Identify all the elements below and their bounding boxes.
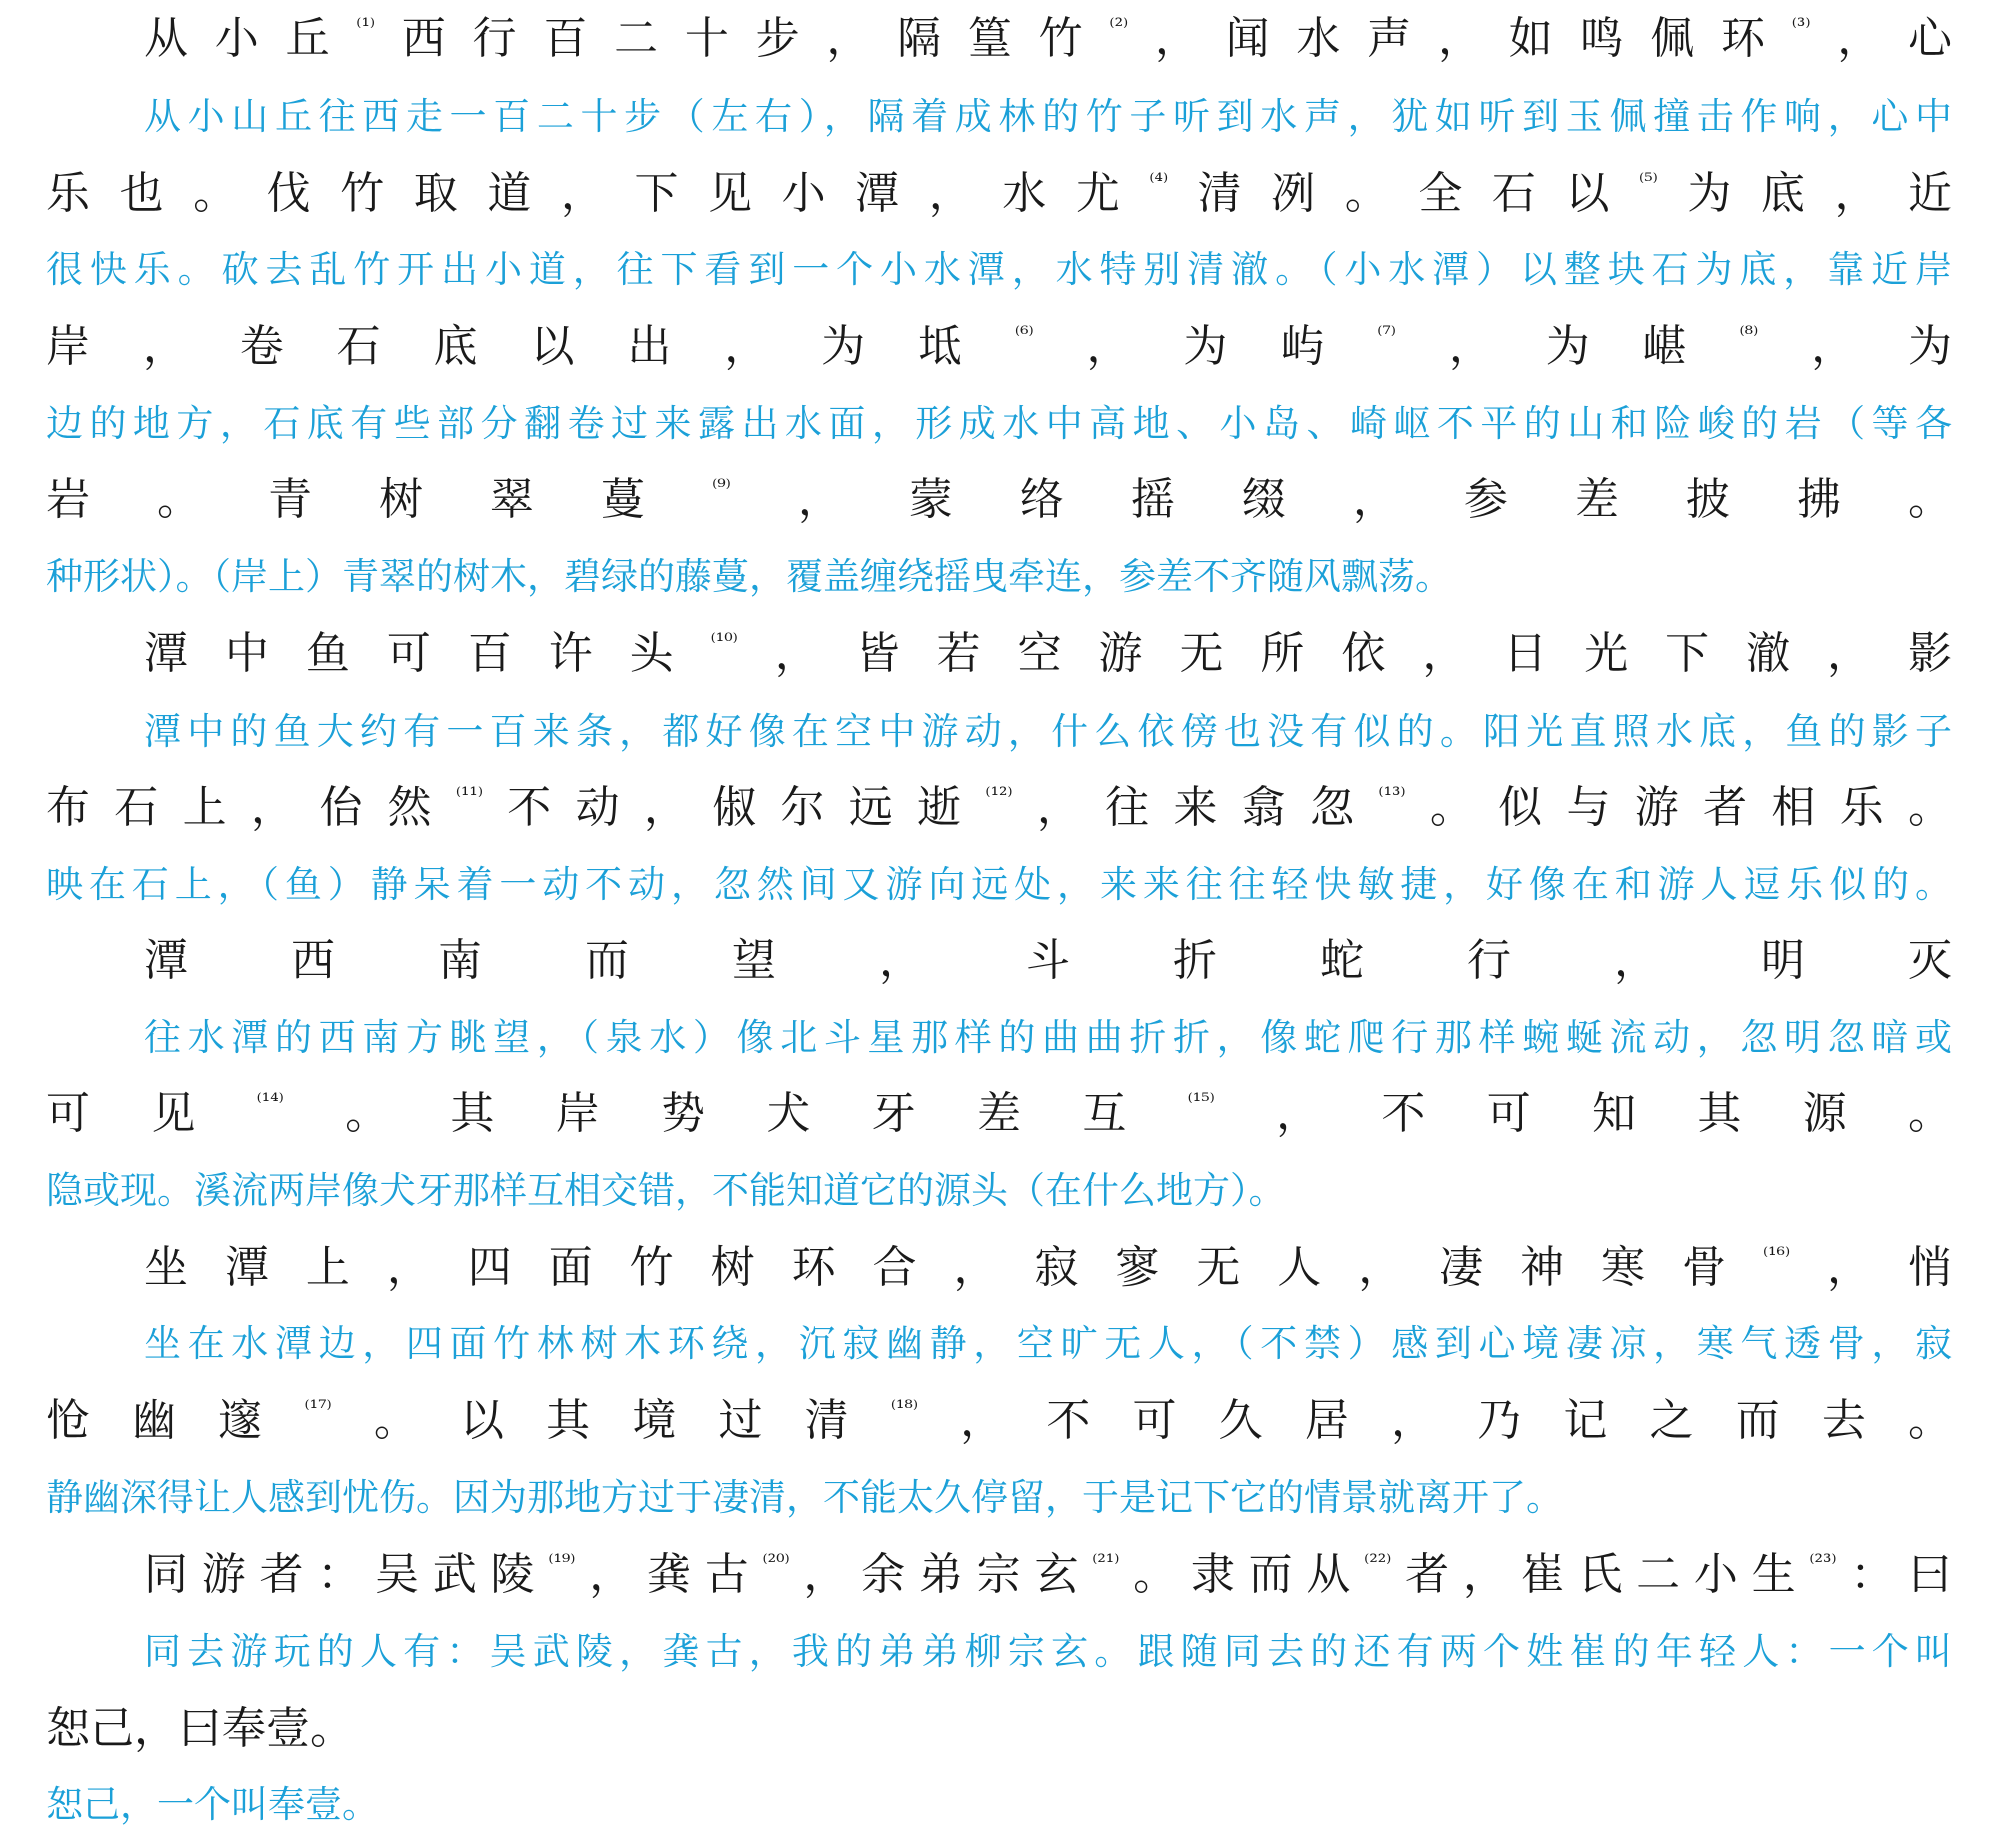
original-line: 潭中鱼可百许头$^{^{(10)}}$，皆若空游无所依，日光下澈，影 (144, 628, 1953, 679)
footnote-marker: ⁽¹⁰⁾ (710, 629, 738, 653)
footnote-marker: ⁽⁴⁾ (1149, 169, 1169, 193)
footnote-marker: ⁽¹⁴⁾ (256, 1089, 284, 1113)
translation-line: 同去游玩的人有：吴武陵，龚古，我的弟弟柳宗玄。跟随同去的还有两个姓崔的年轻人：一个叫 (144, 1630, 1952, 1673)
footnote-marker: ⁽²²⁾ (1364, 1550, 1392, 1574)
translation-line: 映在石上，（鱼）静呆着一动不动，忽然间又游向远处，来来往往轻快敏捷，好像在和游人逗乐似的。 (46, 863, 1952, 906)
footnote-marker: ⁽⁸⁾ (1739, 322, 1759, 346)
footnote-marker: ⁽⁹⁾ (712, 475, 731, 499)
footnote-marker: ⁽²⁰⁾ (762, 1550, 790, 1574)
footnote-marker: ⁽¹³⁾ (1378, 783, 1406, 807)
footnote-marker: ⁽¹⁾ (356, 14, 376, 38)
translation-line: 种形状）。（岸上）青翠的树木，碧绿的藤蔓，覆盖缠绕摇曳牵连，参差不齐随风飘荡。 (46, 555, 1452, 598)
footnote-marker: ⁽¹⁹⁾ (548, 1550, 576, 1574)
translation-line: 潭中的鱼大约有一百来条，都好像在空中游动，什么依傍也没有似的。阳光直照水底，鱼的影子 (144, 710, 1952, 753)
original-line: 岩。青树翠蔓$^{^{(9)}}$，蒙络摇缀，参差披拂。 (46, 474, 1952, 525)
original-line: 布石上，佁然$^{^{(11)}}$不动，俶尔远逝$^{^{(12)}}$，往来翕忽$^{^{(13)}}$。似与游者相乐。 (46, 782, 1952, 833)
footnote-marker: ⁽²⁾ (1109, 14, 1129, 38)
footnote-marker: ⁽¹⁵⁾ (1187, 1089, 1215, 1113)
original-line: 怆幽邃$^{^{(17)}}$。以其境过清$^{^{(18)}}$，不可久居，乃记之而去。 (46, 1395, 1953, 1446)
footnote-marker: ⁽¹⁷⁾ (304, 1396, 332, 1420)
original-line: 乐也。伐竹取道，下见小潭，水尤$^{^{(4)}}$清冽。全石以$^{^{(5)}}$为底，近 (46, 168, 1953, 219)
footnote-marker: ⁽⁶⁾ (1014, 322, 1034, 346)
footnote-marker: ⁽¹¹⁾ (455, 783, 483, 807)
translation-line: 恕己，一个叫奉壹。 (46, 1783, 379, 1826)
translation-line: 坐在水潭边，四面竹林树木环绕，沉寂幽静，空旷无人，（不禁）感到心境凄凉，寒气透骨，寂 (144, 1322, 1952, 1365)
footnote-marker: ⁽¹²⁾ (985, 783, 1013, 807)
translation-line: 往水潭的西南方眺望，（泉水）像北斗星那样的曲曲折折，像蛇爬行那样蜿蜒流动，忽明忽暗或 (144, 1016, 1952, 1059)
original-line: 从小丘$^{^{(1)}}$西行百二十步，隔篁竹$^{^{(2)}}$，闻水声，如鸣佩环$^{^{(3)}}$，心 (144, 13, 1953, 64)
original-line: 恕己，曰奉壹。 (46, 1703, 354, 1754)
original-line: 同游者：吴武陵$^{^{(19)}}$，龚古$^{^{(20)}}$，余弟宗玄$^{^{(21)}}$。隶而从$^{^{(22)}}$者，崔氏二小生$^{^{(23)}}$：曰 (144, 1549, 1953, 1600)
original-line: 岸，卷石底以出，为坻$^{^{(6)}}$，为屿$^{^{(7)}}$，为嵁$^{^{(8)}}$，为 (46, 321, 1953, 372)
footnote-marker: ⁽¹⁶⁾ (1762, 1243, 1791, 1267)
translation-line: 很快乐。砍去乱竹开出小道，往下看到一个小水潭，水特别清澈。（小水潭）以整块石为底，靠近岸 (46, 248, 1952, 291)
translation-line: 隐或现。溪流两岸像犬牙那样互相交错，不能知道它的源头（在什么地方）。 (46, 1169, 1286, 1212)
footnote-marker: ⁽³⁾ (1791, 14, 1811, 38)
footnote-marker: ⁽²¹⁾ (1092, 1550, 1120, 1574)
translation-line: 边的地方，石底有些部分翻卷过来露出水面，形成水中高地、小岛、崎岖不平的山和险峻的岩（等各 (46, 402, 1952, 445)
footnote-marker: ⁽¹⁸⁾ (890, 1396, 919, 1420)
footnote-marker: ⁽⁷⁾ (1377, 322, 1396, 346)
translation-line: 静幽深得让人感到忧伤。因为那地方过于凄清，不能太久停留，于是记下它的情景就离开了。 (46, 1476, 1563, 1519)
original-line: 可见$^{^{(14)}}$。其岸势犬牙差互$^{^{(15)}}$，不可知其源。 (46, 1088, 1953, 1139)
original-line: 坐潭上，四面竹树环合，寂寥无人，凄神寒骨$^{^{(16)}}$，悄 (144, 1242, 1953, 1293)
translation-line: 从小山丘往西走一百二十步（左右），隔着成林的竹子听到水声，犹如听到玉佩撞击作响，心中 (144, 95, 1952, 138)
footnote-marker: ⁽⁵⁾ (1639, 169, 1658, 193)
original-line: 潭西南而望，斗折蛇行，明灭 (144, 935, 1952, 986)
footnote-marker: ⁽²³⁾ (1809, 1550, 1837, 1574)
